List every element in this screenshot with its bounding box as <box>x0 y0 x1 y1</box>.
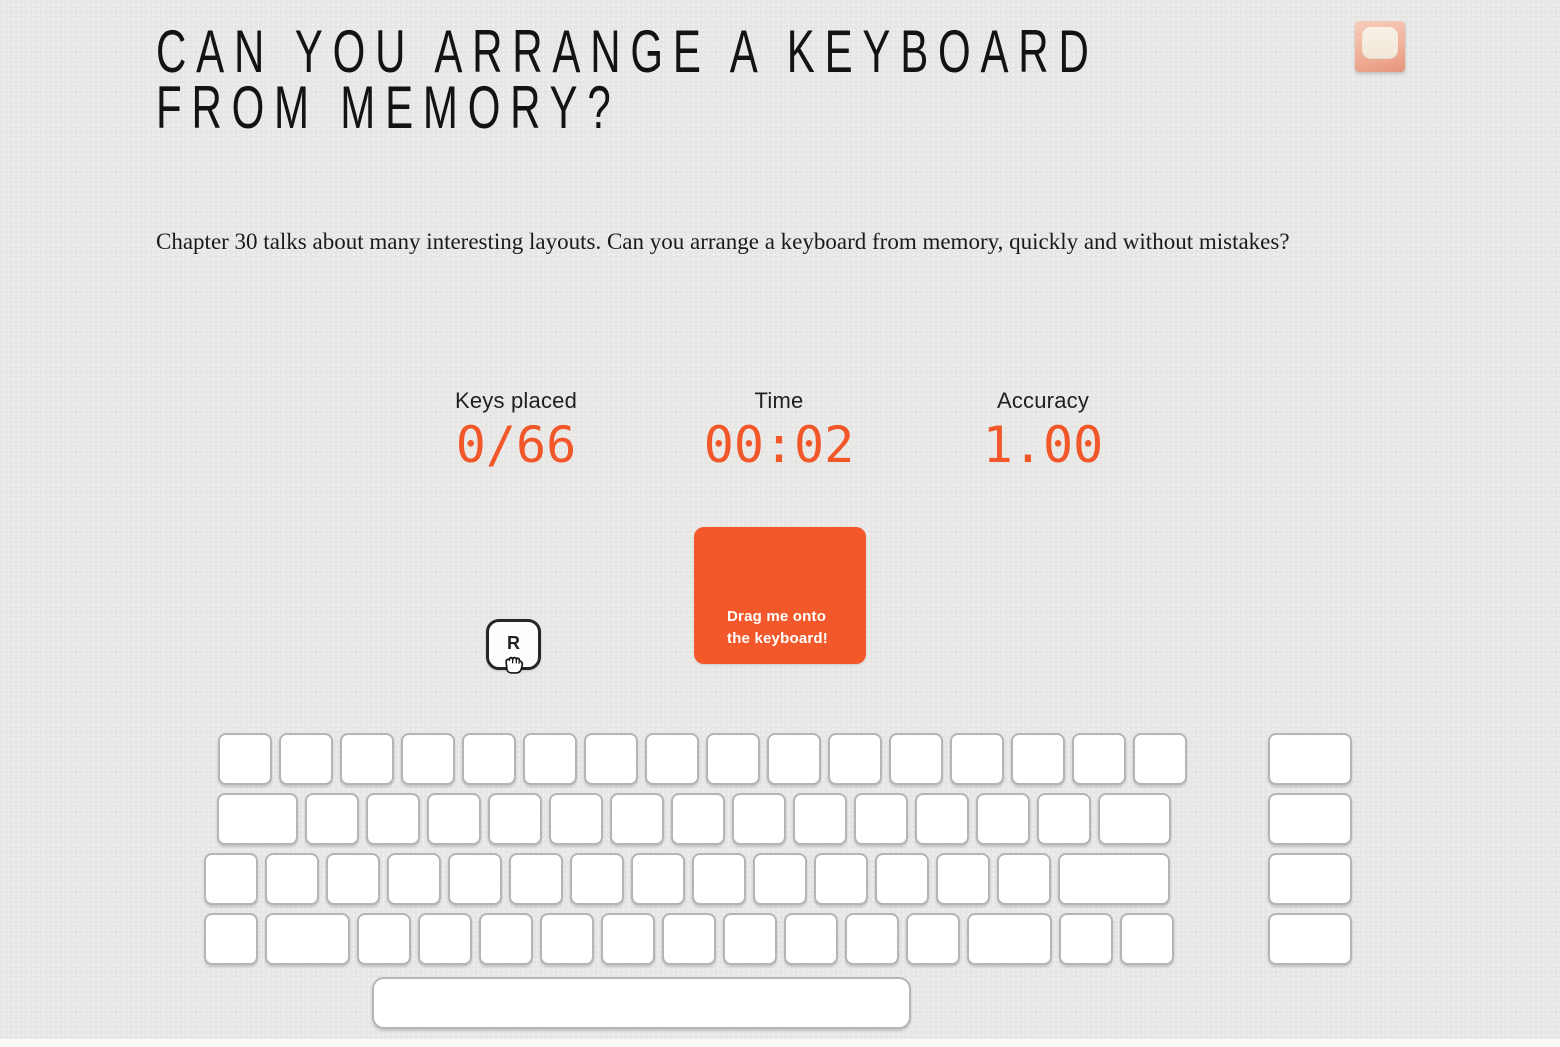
key-slot-row2[interactable] <box>915 793 969 845</box>
key-slot-row2[interactable] <box>1098 793 1171 845</box>
intro-text: Chapter 30 talks about many interesting layouts. Can you arrange a keyboard from memory, quickly and without mistakes? <box>156 229 1290 254</box>
page-title <box>156 18 1099 141</box>
stat-accuracy-value: 1.00 <box>982 416 1104 474</box>
key-slot-row1[interactable] <box>828 733 882 785</box>
key-slot-row4[interactable] <box>601 913 655 965</box>
key-slot-right-2[interactable] <box>1268 793 1352 845</box>
key-slot-row3[interactable] <box>753 853 807 905</box>
drag-hint-line1: Drag me onto <box>727 608 827 625</box>
key-slot-row1[interactable] <box>523 733 577 785</box>
key-slot-row1[interactable] <box>1072 733 1126 785</box>
key-slot-row4[interactable] <box>967 913 1052 965</box>
keycap-3d-icon <box>1355 21 1405 72</box>
key-slot-row2[interactable] <box>793 793 847 845</box>
key-slot-row4[interactable] <box>1120 913 1174 965</box>
key-slot-row2[interactable] <box>671 793 725 845</box>
key-slot-row3[interactable] <box>1058 853 1170 905</box>
page-title-line2: FROM MEMORY? <box>156 74 621 141</box>
key-slot-row1[interactable] <box>584 733 638 785</box>
bottom-strip <box>0 1039 1560 1047</box>
drag-hint-card <box>694 527 866 664</box>
key-slot-row1[interactable] <box>462 733 516 785</box>
key-slot-row3[interactable] <box>631 853 685 905</box>
key-slot-row4[interactable] <box>662 913 716 965</box>
key-slot-row4[interactable] <box>204 913 258 965</box>
stat-time-value: 00:02 <box>703 416 855 474</box>
spacebar-slot[interactable] <box>372 977 911 1029</box>
key-slot-row2[interactable] <box>217 793 298 845</box>
key-slot-row3[interactable] <box>875 853 929 905</box>
key-slot-row1[interactable] <box>340 733 394 785</box>
key-slot-row4[interactable] <box>784 913 838 965</box>
page-title-line1: CAN YOU ARRANGE A KEYBOARD <box>156 18 1099 85</box>
key-slot-row4[interactable] <box>479 913 533 965</box>
key-slot-row3[interactable] <box>692 853 746 905</box>
draggable-key-r-label: R <box>507 633 520 653</box>
key-slot-row2[interactable] <box>549 793 603 845</box>
key-slot-row2[interactable] <box>854 793 908 845</box>
key-slot-row2[interactable] <box>488 793 542 845</box>
drag-hint-line2: the keyboard! <box>727 630 828 647</box>
stat-keys-placed-value: 0/66 <box>455 416 577 474</box>
key-slot-row4[interactable] <box>265 913 350 965</box>
key-slot-row1[interactable] <box>1011 733 1065 785</box>
key-slot-row1[interactable] <box>1133 733 1187 785</box>
key-slot-row4[interactable] <box>1059 913 1113 965</box>
stat-accuracy-label: Accuracy <box>996 388 1090 413</box>
key-slot-row1[interactable] <box>767 733 821 785</box>
keycap-3d-icon-top <box>1362 27 1398 59</box>
stat-keys-placed-label: Keys placed <box>454 388 578 413</box>
key-slot-row3[interactable] <box>936 853 990 905</box>
key-slot-row2[interactable] <box>976 793 1030 845</box>
key-slot-row4[interactable] <box>418 913 472 965</box>
key-slot-row3[interactable] <box>570 853 624 905</box>
key-slot-row3[interactable] <box>204 853 258 905</box>
key-slot-row2[interactable] <box>366 793 420 845</box>
key-slot-row2[interactable] <box>732 793 786 845</box>
key-slot-right-1[interactable] <box>1268 733 1352 785</box>
key-slot-row1[interactable] <box>889 733 943 785</box>
key-slot-row4[interactable] <box>845 913 899 965</box>
grab-hand-icon <box>500 651 527 676</box>
key-slot-row1[interactable] <box>401 733 455 785</box>
key-slot-row2[interactable] <box>1037 793 1091 845</box>
key-slot-row3[interactable] <box>387 853 441 905</box>
key-slot-row1[interactable] <box>706 733 760 785</box>
key-slot-row3[interactable] <box>265 853 319 905</box>
key-slot-row4[interactable] <box>357 913 411 965</box>
key-slot-row2[interactable] <box>427 793 481 845</box>
key-slot-row2[interactable] <box>305 793 359 845</box>
key-slot-row3[interactable] <box>997 853 1051 905</box>
stat-accuracy <box>983 388 1103 472</box>
drag-hint-text <box>727 606 828 650</box>
key-slot-right-4[interactable] <box>1268 913 1352 965</box>
key-slot-row3[interactable] <box>814 853 868 905</box>
key-slot-row1[interactable] <box>950 733 1004 785</box>
key-slot-row3[interactable] <box>509 853 563 905</box>
key-slot-row3[interactable] <box>326 853 380 905</box>
key-slot-row1[interactable] <box>218 733 272 785</box>
stat-time-label: Time <box>754 388 804 413</box>
draggable-key-r[interactable] <box>486 619 541 670</box>
key-slot-row3[interactable] <box>448 853 502 905</box>
key-slot-row4[interactable] <box>540 913 594 965</box>
stat-keys-placed <box>455 388 577 472</box>
key-slot-row1[interactable] <box>279 733 333 785</box>
key-slot-right-3[interactable] <box>1268 853 1352 905</box>
key-slot-row4[interactable] <box>723 913 777 965</box>
key-slot-row4[interactable] <box>906 913 960 965</box>
stat-time <box>704 388 855 472</box>
key-slot-row2[interactable] <box>610 793 664 845</box>
key-slot-row1[interactable] <box>645 733 699 785</box>
